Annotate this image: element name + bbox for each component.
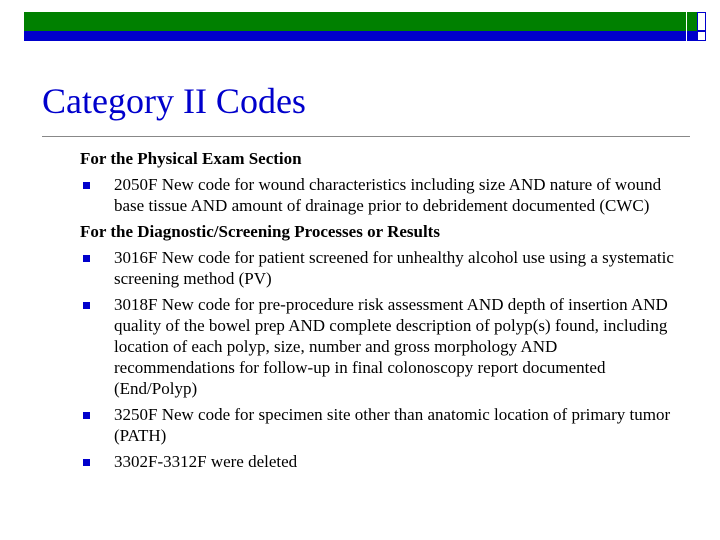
list-item bbox=[80, 451, 680, 472]
corner-block-blue bbox=[687, 31, 697, 41]
slide-title: Category II Codes bbox=[42, 81, 306, 121]
square-bullet-icon bbox=[83, 302, 90, 309]
physical-exam-list bbox=[80, 174, 680, 216]
slide-body bbox=[80, 148, 680, 477]
list-item-text: 3016F New code for patient screened for unhealthy alcohol use using a systematic screening method (PV) bbox=[114, 248, 674, 288]
list-item-text: 3250F New code for specimen site other than anatomic location of primary tumor (PATH) bbox=[114, 405, 671, 445]
list-item bbox=[80, 404, 680, 446]
square-bullet-icon bbox=[83, 255, 90, 262]
list-item bbox=[80, 174, 680, 216]
corner-block-green bbox=[687, 12, 697, 31]
list-item-text: 2050F New code for wound characteristics including size AND nature of wound base tissue AND amount of drainage prior to debridement documented (CWC) bbox=[114, 175, 662, 215]
square-bullet-icon bbox=[83, 459, 90, 466]
diagnostic-list bbox=[80, 247, 680, 472]
list-item-text: 3302F-3312F were deleted bbox=[114, 452, 298, 471]
header-bar-blue bbox=[24, 31, 686, 41]
square-bullet-icon bbox=[83, 182, 90, 189]
corner-block-white-top bbox=[697, 12, 706, 31]
list-item bbox=[80, 247, 680, 289]
header-bar-green bbox=[24, 12, 686, 31]
corner-block-white-bottom bbox=[697, 31, 706, 41]
square-bullet-icon bbox=[83, 412, 90, 419]
list-item-text: 3018F New code for pre-procedure risk assessment AND depth of insertion AND quality of the bowel prep AND complete description of polyp(s) found, including location of each polyp, size, number and gross morphology AND recommendations for follow-up in final colonoscopy report documented (End/Polyp) bbox=[114, 295, 668, 398]
list-item bbox=[80, 294, 680, 399]
section-heading-diagnostic: For the Diagnostic/Screening Processes or Results bbox=[80, 222, 440, 241]
section-heading-physical-exam: For the Physical Exam Section bbox=[80, 149, 302, 168]
title-divider bbox=[42, 136, 690, 137]
